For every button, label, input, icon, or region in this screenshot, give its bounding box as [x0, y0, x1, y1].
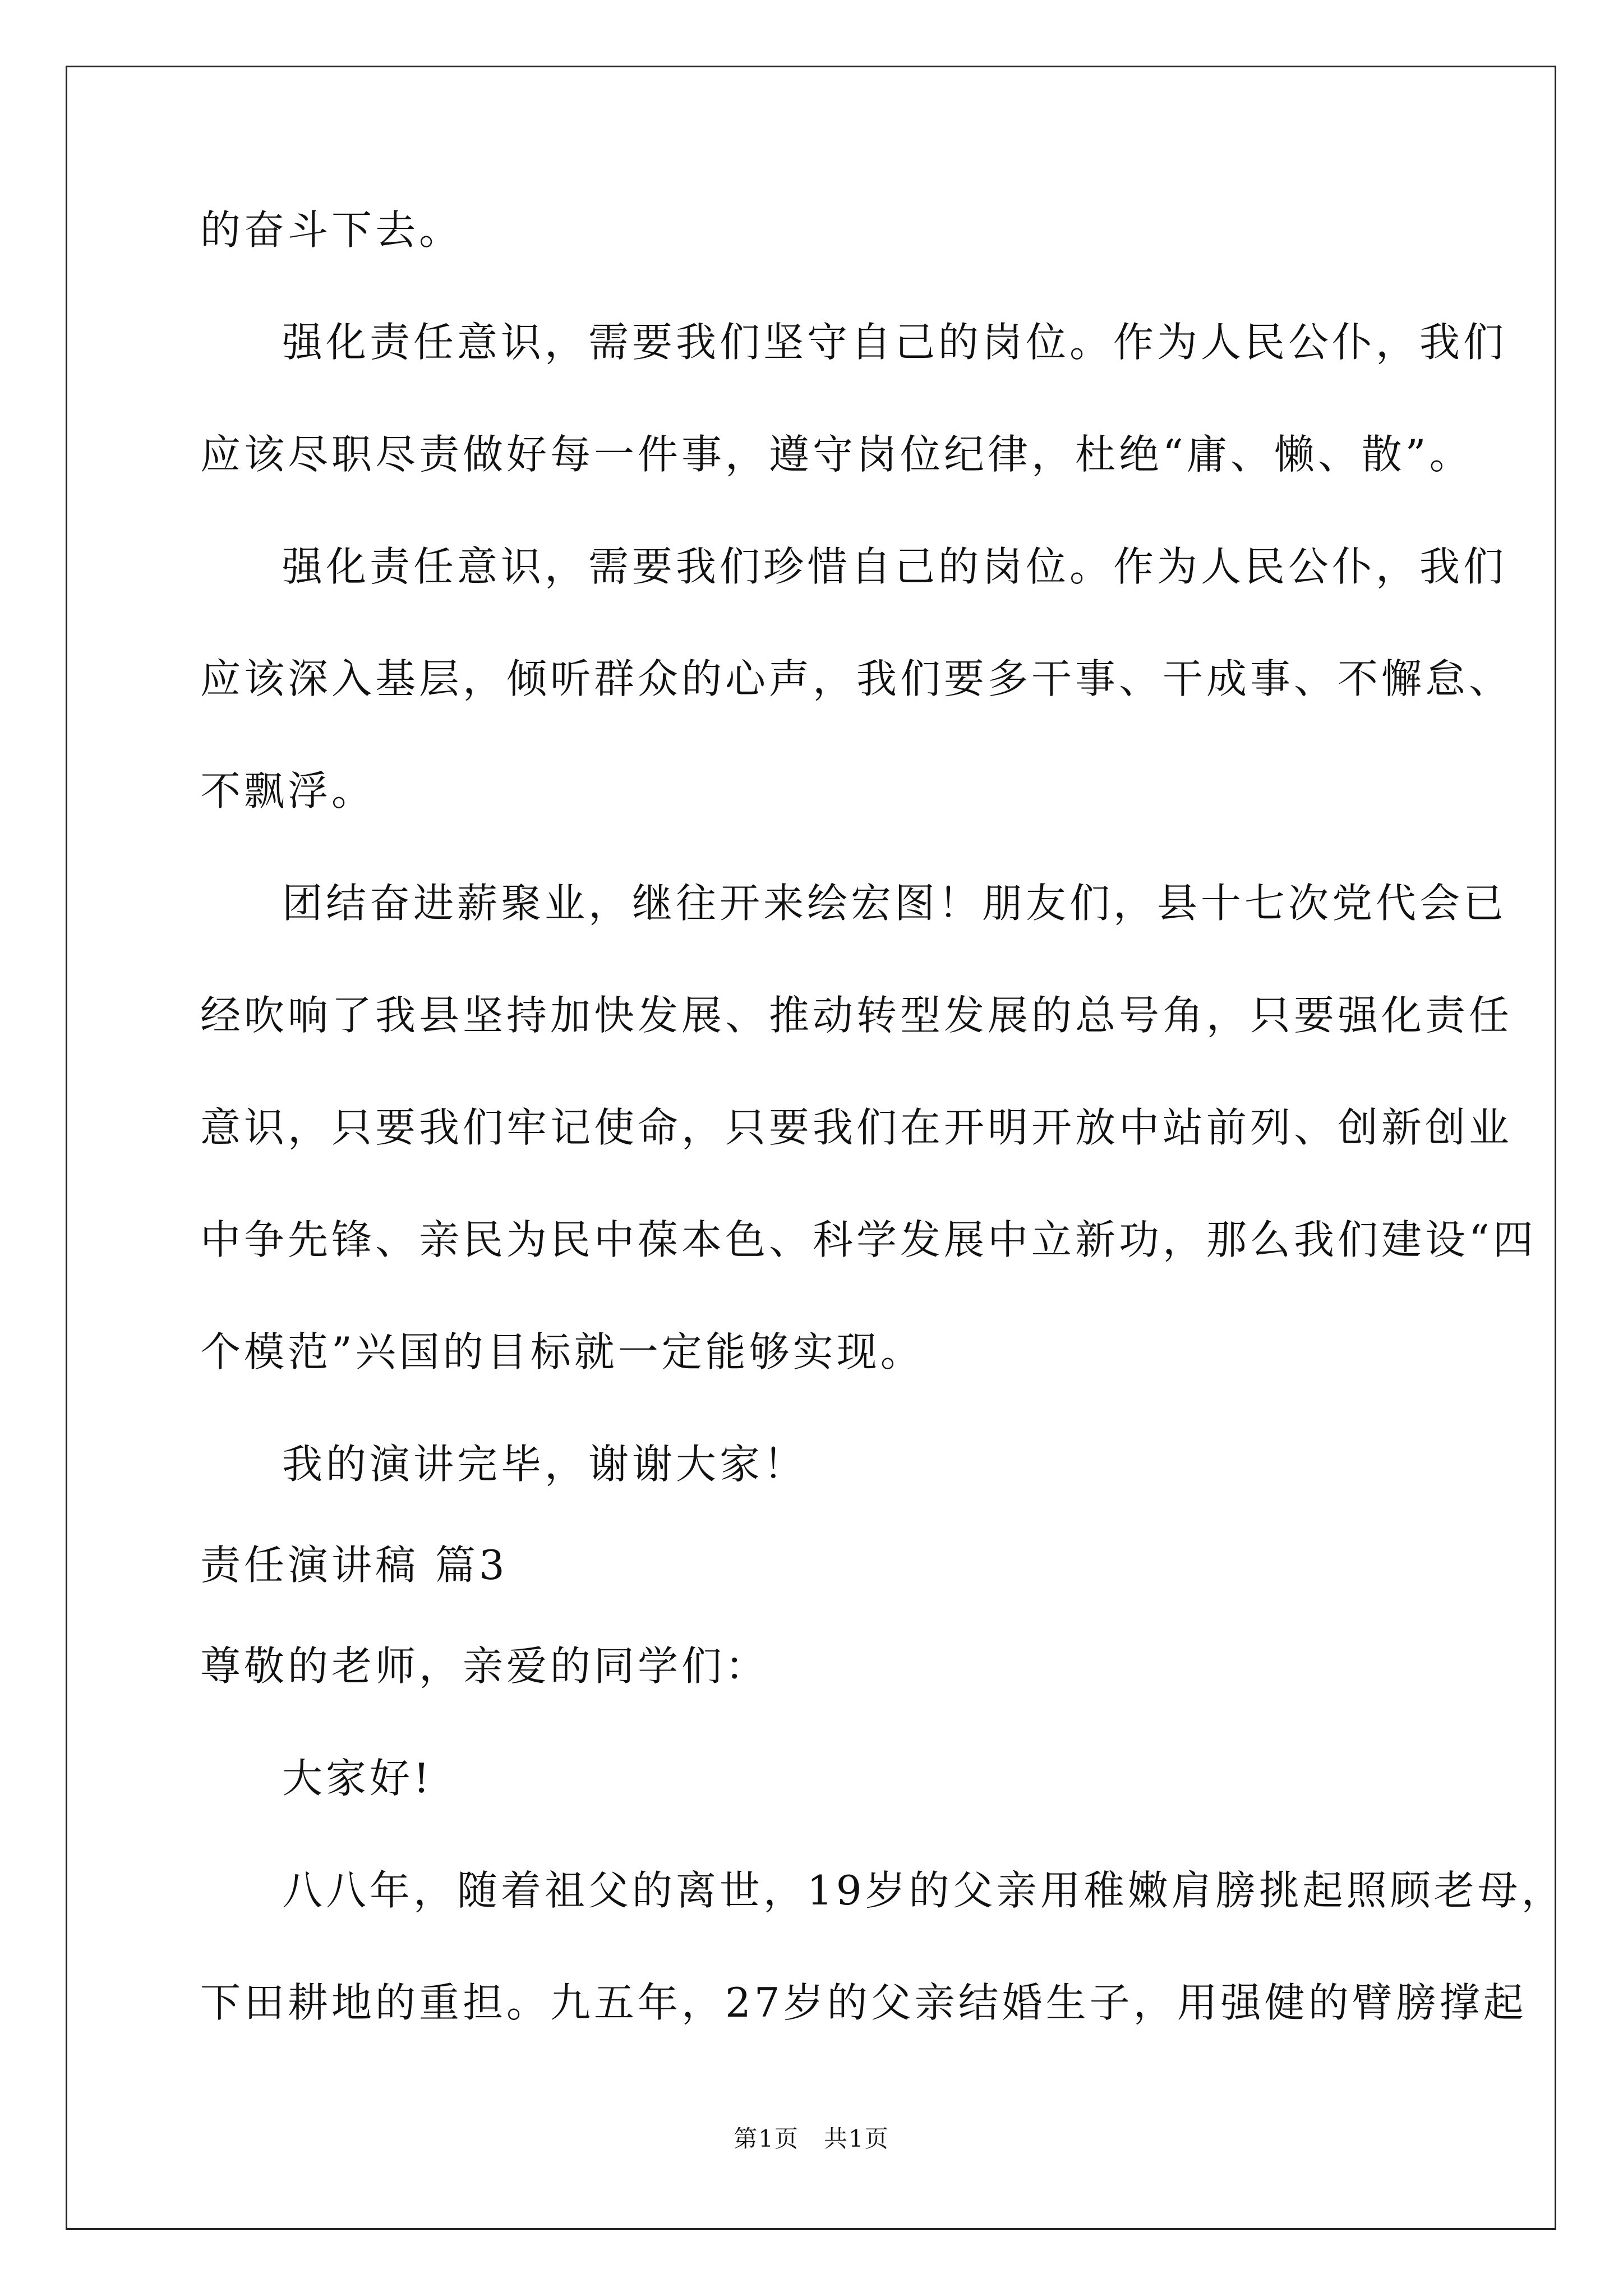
text-line: 团结奋进薪聚业，继往开来绘宏图！朋友们，县十七次党代会已 [282, 880, 1507, 927]
page-footer: 第1页 共1页 [734, 2125, 889, 2152]
greeting: 大家好! [282, 1755, 433, 1802]
text-line: 的奋斗下去。 [200, 206, 463, 254]
text-line: 中争先锋、亲民为民中葆本色、科学发展中立新功，那么我们建设“四 [200, 1216, 1537, 1263]
salutation: 尊敬的老师，亲爱的同学们： [200, 1642, 769, 1690]
text-line: 强化责任意识，需要我们坚守自己的岗位。作为人民公仆，我们 [282, 319, 1507, 366]
section-heading: 责任演讲稿 篇3 [200, 1542, 508, 1589]
text-line: 我的演讲完毕，谢谢大家！ [282, 1441, 808, 1488]
text-line: 意识，只要我们牢记使命，只要我们在开明开放中站前列、创新创业 [200, 1104, 1513, 1151]
text-line: 应该深入基层，倾听群众的心声，我们要多干事、干成事、不懈怠、 [200, 655, 1513, 702]
text-line: 经吹响了我县坚持加快发展、推动转型发展的总号角，只要强化责任 [200, 992, 1513, 1039]
text-line: 应该尽职尽责做好每一件事，遵守岗位纪律，杜绝“庸、懒、散”。 [200, 431, 1473, 478]
text-line: 下田耕地的重担。九五年，27岁的父亲结婚生子，用强健的臂膀撑起 [200, 1979, 1527, 2026]
text-line: 不飘浮。 [200, 767, 376, 815]
text-line: 强化责任意识，需要我们珍惜自己的岗位。作为人民公仆，我们 [282, 543, 1507, 590]
text-line: 个模范”兴国的目标就一定能够实现。 [200, 1328, 924, 1375]
text-line: 八八年，随着祖父的离世，19岁的父亲用稚嫩肩膀挑起照顾老母， [282, 1867, 1565, 1914]
